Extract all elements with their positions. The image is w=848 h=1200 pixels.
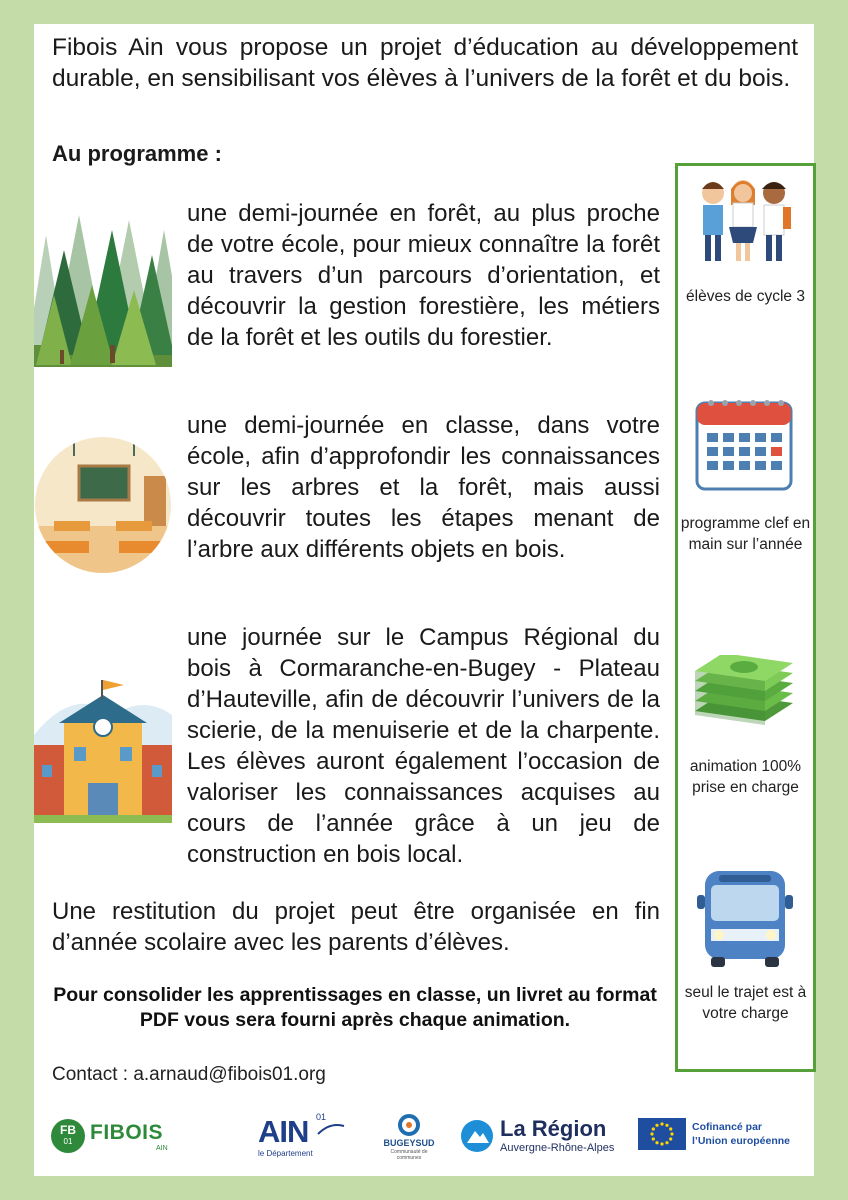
- program-item-forest: une demi-journée en forêt, au plus proche de votre école, pour mieux connaître la forêt au travers d’un parcours d’orientation, et découvrir la gestion forestière, les métiers de la forêt et les outils du forestier.: [187, 200, 660, 351]
- bugeysud-logo: BUGEYSUD Communauté de communes: [378, 1114, 440, 1160]
- bugeysud-swirl-icon: [398, 1114, 420, 1136]
- sidebar-label-transport: seul le trajet est à votre charge: [684, 984, 807, 1022]
- fibois-logo: FB 01 FIBOIS AIN: [50, 1118, 180, 1154]
- sidebar-label-funding: animation 100% prise en charge: [689, 758, 802, 796]
- eu-cofunding-logo: Cofinancé par l’Union européenne: [638, 1116, 808, 1152]
- calendar-icon: [695, 393, 793, 491]
- forest-illustration: [34, 195, 172, 367]
- region-mountain-icon: [460, 1119, 494, 1153]
- ain-swoosh-icon: [316, 1122, 346, 1136]
- sidebar-label-students: élèves de cycle 3: [686, 288, 805, 305]
- ain-department-logo: AIN 01 le Département: [258, 1112, 348, 1160]
- eu-flag-icon: [638, 1118, 686, 1150]
- classroom-illustration: [34, 436, 172, 574]
- program-item-campus: une journée sur le Campus Régional du bois à Cormaranche-en-Bugey - Plateau d’Hauteville, afin de découvrir l’univers de la scierie, de la menuiserie et de la charpente. Les élèves auront également l’occasion de valoriser les connaissances acquises au cours de l’année grâce à un jeu de construction en bois local.: [187, 624, 660, 868]
- money-stack-icon: [695, 655, 793, 731]
- region-logo: La Région Auvergne-Rhône-Alpes: [460, 1116, 620, 1156]
- booklet-note: Pour consolider les apprentissages en classe, un livret au format PDF vous sera fourni après chaque animation.: [53, 984, 657, 1031]
- bus-icon: [697, 869, 793, 969]
- students-icon: [695, 175, 793, 263]
- restitution-paragraph: Une restitution du projet peut être organisée en fin d’année scolaire avec les parents d’élèves.: [52, 898, 660, 956]
- contact-email[interactable]: Contact : a.arnaud@fibois01.org: [52, 1064, 326, 1085]
- school-building-illustration: [34, 675, 172, 823]
- program-item-classroom: une demi-journée en classe, dans votre école, afin d’approfondir les connaissances sur les arbres et la forêt, mais aussi découvrir toutes les étapes menant de l’arbre aux différents objets en bois.: [187, 412, 660, 563]
- intro-paragraph: Fibois Ain vous propose un projet d’éducation au développement durable, en sensibilisant vos élèves à l’univers de la forêt et du bois.: [52, 34, 798, 92]
- sidebar-label-program: programme clef en main sur l’année: [680, 515, 811, 553]
- program-heading: Au programme :: [52, 141, 222, 166]
